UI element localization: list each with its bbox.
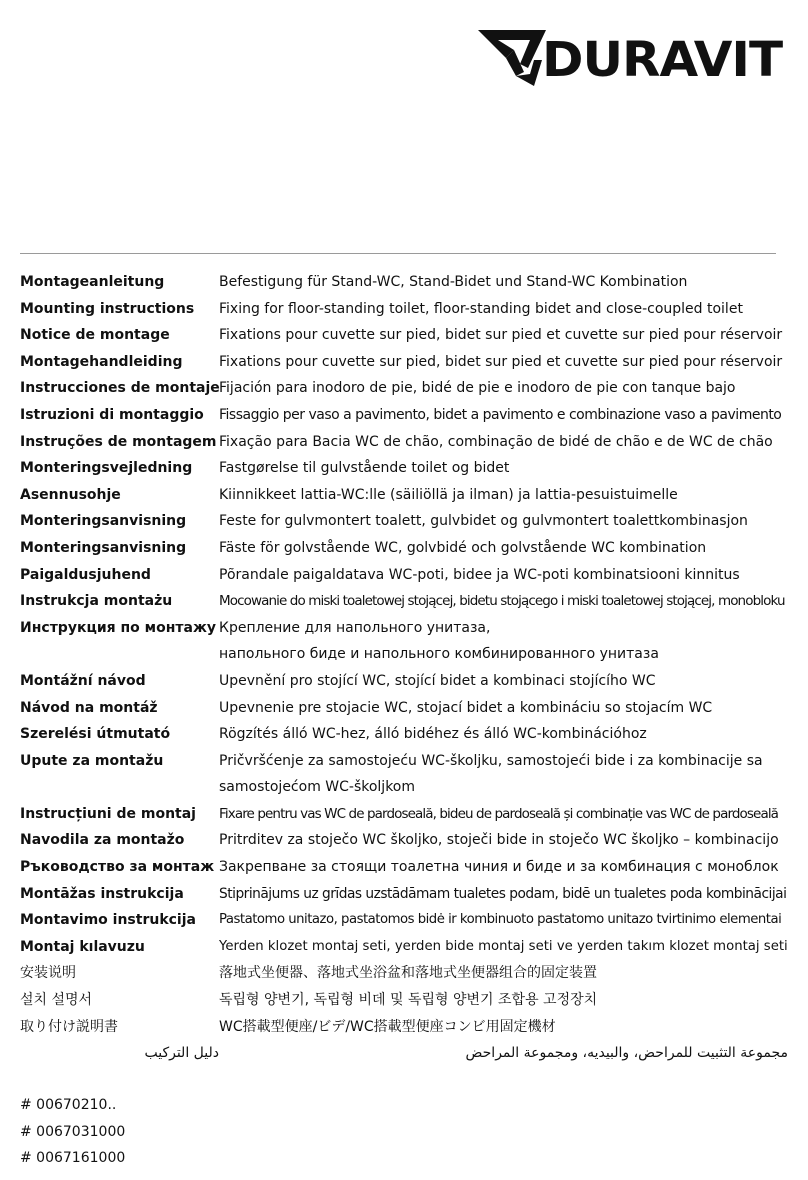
language-label: Montážní návod bbox=[20, 672, 146, 689]
language-label: Paigaldusjuhend bbox=[20, 566, 151, 583]
article-number: # 0067031000 bbox=[20, 1123, 126, 1140]
instruction-row bbox=[20, 721, 788, 748]
language-label: Asennusohje bbox=[20, 486, 121, 503]
language-label: Montāžas instrukcija bbox=[20, 885, 184, 902]
instruction-row bbox=[20, 482, 788, 509]
description-line: مجموعة التثبيت للمراحض، والبيديه، ومجموعة المراحض bbox=[465, 1045, 788, 1062]
instruction-description bbox=[219, 535, 788, 562]
language-label: Upute za montažu bbox=[20, 752, 164, 769]
description-line: Upevnenie pre stojacie WC, stojací bidet a kombináciu so stojacím WC bbox=[219, 699, 713, 716]
instruction-description bbox=[219, 322, 788, 349]
description-line: Закрепване за стоящи тоалетна чиния и биде и за комбинация с моноблок bbox=[219, 859, 779, 876]
instruction-description bbox=[219, 934, 788, 961]
instruction-row bbox=[20, 907, 788, 934]
description-line: Fijación para inodoro de pie, bidé de pie e inodoro de pie con tanque bajo bbox=[219, 380, 736, 397]
language-label: Инструкция по монтажу bbox=[20, 619, 217, 636]
instruction-description bbox=[219, 668, 788, 695]
language-label: 取り付け説明書 bbox=[20, 1018, 118, 1035]
instruction-description bbox=[219, 455, 788, 482]
instruction-description bbox=[219, 296, 788, 323]
description-line: Крепление для напольного унитаза, bbox=[219, 619, 491, 636]
language-label: Mounting instructions bbox=[20, 300, 195, 317]
description-line: samostojećom WC-školjkom bbox=[219, 779, 416, 796]
instruction-description bbox=[219, 695, 788, 722]
instruction-description bbox=[219, 615, 788, 668]
language-label: Szerelési útmutató bbox=[20, 726, 171, 743]
language-label: 설치 설명서 bbox=[20, 992, 93, 1009]
instruction-row bbox=[20, 801, 788, 828]
instruction-description bbox=[219, 881, 788, 908]
instruction-description bbox=[219, 482, 788, 509]
instruction-row bbox=[20, 987, 788, 1014]
description-line: Fäste för golvstående WC, golvbidé och golvstående WC kombination bbox=[219, 539, 707, 556]
instruction-row bbox=[20, 1014, 788, 1041]
horizontal-divider bbox=[20, 253, 776, 254]
instruction-row bbox=[20, 668, 788, 695]
instruction-description bbox=[219, 375, 788, 402]
description-line: Fixations pour cuvette sur pied, bidet sur pied et cuvette sur pied pour réservoir bbox=[219, 327, 783, 344]
description-line: Pastatomo unitazo, pastatomos bidė ir kombinuoto pastatomo unitazo tvirtinimo elementai bbox=[219, 912, 782, 928]
instruction-row bbox=[20, 535, 788, 562]
language-label: Monteringsvejledning bbox=[20, 460, 193, 477]
language-label: دليل التركيب bbox=[144, 1045, 219, 1062]
language-label: Montavimo instrukcija bbox=[20, 912, 196, 929]
logo-text: DURAVIT bbox=[542, 32, 784, 88]
instruction-row bbox=[20, 322, 788, 349]
description-line: Põrandale paigaldatava WC-poti, bidee ja WC-poti kombinatsiooni kinnitus bbox=[219, 566, 740, 583]
instruction-row bbox=[20, 934, 788, 961]
instruction-description bbox=[219, 588, 788, 615]
instruction-row bbox=[20, 375, 788, 402]
description-line: Fixing for floor-standing toilet, floor-standing bidet and close-coupled toilet bbox=[219, 300, 743, 317]
description-line: Mocowanie do miski toaletowej stojącej, bidetu stojącego i miski toaletowej stojącej, monobloku bbox=[219, 593, 785, 610]
instruction-description bbox=[219, 907, 788, 934]
description-line: Pričvršćenje za samostojeću WC-školjku, samostojeći bide i za kombinacije sa bbox=[219, 752, 763, 769]
instruction-description bbox=[219, 508, 788, 535]
instruction-description bbox=[219, 721, 788, 748]
article-number: # 0067161000 bbox=[20, 1150, 126, 1167]
description-line: Fixations pour cuvette sur pied, bidet sur pied et cuvette sur pied pour réservoir bbox=[219, 353, 783, 370]
description-line: 독립형 양변기, 독립형 비데 및 독립형 양변기 조합용 고정장치 bbox=[219, 992, 598, 1009]
instruction-row bbox=[20, 827, 788, 854]
language-label: Ръководство за монтаж bbox=[20, 859, 215, 876]
description-line: Kiinnikkeet lattia-WC:lle (säiliöllä ja ilman) ja lattia-pesuistuimelle bbox=[219, 486, 678, 503]
instruction-description bbox=[219, 854, 788, 881]
language-label: Notice de montage bbox=[20, 327, 170, 344]
language-label: Návod na montáž bbox=[20, 699, 158, 716]
instruction-description bbox=[219, 402, 788, 429]
language-label: Instrukcja montażu bbox=[20, 593, 173, 610]
language-label: Monteringsanvisning bbox=[20, 539, 187, 556]
instruction-row bbox=[20, 960, 788, 987]
instruction-row bbox=[20, 429, 788, 456]
article-number: # 00670210.. bbox=[20, 1097, 117, 1113]
description-line: Fixare pentru vas WC de pardoseală, bideu de pardoseală și combinație vas WC de pardoseală bbox=[219, 805, 779, 822]
description-line: Rögzítés álló WC-hez, álló bidéhez és álló WC-kombinációhoz bbox=[219, 726, 647, 743]
instruction-description bbox=[219, 429, 788, 456]
instruction-description bbox=[219, 349, 788, 376]
instruction-row bbox=[20, 402, 788, 429]
language-label: Montagehandleiding bbox=[20, 353, 183, 370]
article-numbers bbox=[20, 1092, 125, 1172]
instruction-description bbox=[219, 960, 788, 987]
instruction-row bbox=[20, 588, 788, 615]
instruction-description bbox=[219, 1040, 788, 1067]
instruction-description bbox=[219, 827, 788, 854]
instructions-list bbox=[20, 269, 788, 1067]
language-label: Instrucțiuni de montaj bbox=[20, 805, 196, 822]
instruction-row bbox=[20, 615, 788, 668]
language-label: Instrucciones de montaje bbox=[20, 380, 220, 397]
instruction-row bbox=[20, 562, 788, 589]
instruction-row bbox=[20, 881, 788, 908]
language-label: Instruções de montagem bbox=[20, 433, 217, 450]
description-line: Yerden klozet montaj seti, yerden bide montaj seti ve yerden takım klozet montaj seti bbox=[219, 938, 788, 954]
description-line: Stiprinājums uz grīdas uzstādāmam tualetes podam, bidē un tualetes poda kombinācijai bbox=[219, 885, 787, 902]
instruction-row bbox=[20, 854, 788, 881]
description-line: Feste for gulvmontert toalett, gulvbidet og gulvmontert toalettkombinasjon bbox=[219, 513, 748, 530]
description-line: Upevnění pro stojící WC, stojící bidet a kombinaci stojícího WC bbox=[219, 672, 656, 689]
language-label: Navodila za montažo bbox=[20, 832, 185, 849]
instruction-description bbox=[219, 562, 788, 589]
language-label: Monteringsanvisning bbox=[20, 513, 187, 530]
duravit-logo bbox=[476, 16, 788, 92]
instruction-row bbox=[20, 695, 788, 722]
instruction-row bbox=[20, 455, 788, 482]
instruction-row bbox=[20, 269, 788, 296]
instruction-row bbox=[20, 508, 788, 535]
instruction-description bbox=[219, 1014, 788, 1041]
description-line: Fastgørelse til gulvstående toilet og bidet bbox=[219, 460, 510, 477]
instruction-description bbox=[219, 269, 788, 296]
description-line: 落地式坐便器、落地式坐浴盆和落地式坐便器组合的固定装置 bbox=[219, 965, 597, 982]
instruction-row bbox=[20, 296, 788, 323]
description-line: Fissaggio per vaso a pavimento, bidet a pavimento e combinazione vaso a pavimento bbox=[219, 406, 782, 423]
instruction-row bbox=[20, 349, 788, 376]
language-label: Montageanleitung bbox=[20, 274, 165, 290]
description-line: WC搭載型便座/ビデ/WC搭載型便座コンビ用固定機材 bbox=[219, 1018, 556, 1035]
description-line: Fixação para Bacia WC de chão, combinação de bidé de chão e de WC de chão bbox=[219, 433, 773, 450]
instruction-row bbox=[20, 1040, 788, 1067]
instruction-description bbox=[219, 987, 788, 1014]
instruction-row bbox=[20, 748, 788, 801]
language-label: Montaj kılavuzu bbox=[20, 938, 145, 955]
description-line: напольного биде и напольного комбинированного унитаза bbox=[219, 646, 659, 663]
instruction-description bbox=[219, 748, 788, 801]
language-label: 安装说明 bbox=[20, 965, 76, 982]
language-label: Istruzioni di montaggio bbox=[20, 406, 204, 423]
description-line: Pritrditev za stoječo WC školjko, stoječi bide in stoječo WC školjko – kombinacijo bbox=[219, 832, 779, 849]
description-line: Befestigung für Stand-WC, Stand-Bidet und Stand-WC Kombination bbox=[219, 274, 688, 290]
instruction-description bbox=[219, 801, 788, 828]
